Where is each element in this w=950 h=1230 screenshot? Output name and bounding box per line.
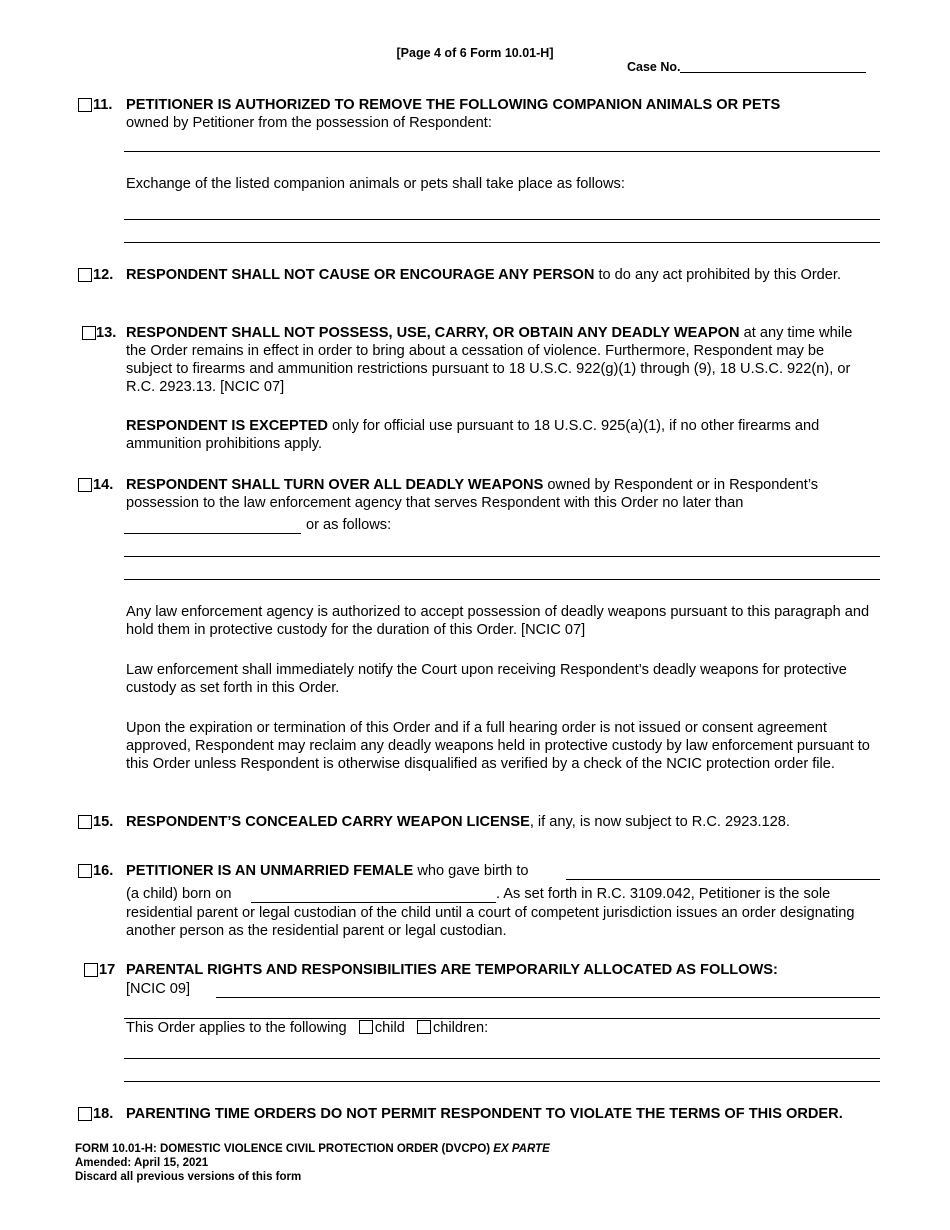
item-12-number: 12.: [93, 267, 114, 283]
case-no-label: Case No.: [627, 60, 681, 74]
item-13-number: 13.: [96, 325, 117, 341]
item-14-body: owned by Respondent or in Respondent’s possession to the law enforcement agency that serves Respondent with this Order no later than: [126, 477, 819, 511]
item-12-text: [126, 266, 874, 284]
item-11-checkbox[interactable]: [78, 98, 92, 112]
item-17-title: PARENTAL RIGHTS AND RESPONSIBILITIES ARE TEMPORARILY ALLOCATED AS FOLLOWS:: [126, 962, 778, 978]
item-14-or-as-follows: or as follows:: [306, 517, 392, 533]
item-17-number: 17: [99, 962, 116, 978]
item-13-excepted-body: only for official use pursuant to 18 U.S.C. 925(a)(1), if no other firearms and ammunition prohibitions apply.: [126, 418, 820, 452]
item-15-title: RESPONDENT’S CONCEALED CARRY WEAPON LICENSE: [126, 814, 530, 830]
item-18-title: PARENTING TIME ORDERS DO NOT PERMIT RESPONDENT TO VIOLATE THE TERMS OF THIS ORDER.: [126, 1106, 843, 1122]
item-11-number: 11.: [93, 97, 113, 113]
item-13-excepted-title: RESPONDENT IS EXCEPTED: [126, 418, 328, 434]
item-18-number: 18.: [93, 1106, 114, 1122]
item-16-title: PETITIONER IS AN UNMARRIED FEMALE: [126, 863, 414, 879]
item-17-child-label: child: [374, 1020, 405, 1036]
item-15-checkbox[interactable]: [78, 815, 92, 829]
footer-amended: Amended: April 15, 2021: [75, 1157, 209, 1169]
item-13-checkbox[interactable]: [82, 326, 96, 340]
item-16-rest: residential parent or legal custodian of the child until a court of competent jurisdiction issues an order designating another person as the residential parent or legal custodian.: [126, 905, 855, 939]
footer-form-title: [75, 1142, 550, 1156]
item-14-line-1[interactable]: [124, 556, 880, 557]
item-11-exchange-line-1[interactable]: [124, 219, 880, 220]
item-17-allocation-field[interactable]: [216, 997, 880, 998]
item-13-body: at any time while the Order remains in effect in order to bring about a cessation of violence. Furthermore, Respondent may be subject to firearms and ammunition restrictions pursuant to 18 U.S.C. 922(g)(1) through (9), 18 U.S.C. 922(n), or R.C. 2923.13. [NCIC 07]: [126, 325, 853, 395]
item-11-title: PETITIONER IS AUTHORIZED TO REMOVE THE FOLLOWING COMPANION ANIMALS OR PETS: [126, 97, 781, 113]
item-16-body: who gave birth to: [413, 863, 529, 879]
item-18-checkbox[interactable]: [78, 1107, 92, 1121]
item-16-birth-name-field[interactable]: [566, 879, 880, 880]
item-16-number: 16.: [93, 863, 114, 879]
item-14-para-3: Upon the expiration or termination of this Order and if a full hearing order is not issued or consent agreement approved, Respondent may reclaim any deadly weapons held in protective custody by law enforcement pursuant to this Order unless Respondent is otherwise disqualified as verified by a check of the NCIC protection order file.: [126, 720, 870, 772]
item-11-exchange-line-2[interactable]: [124, 242, 880, 243]
item-16-checkbox[interactable]: [78, 864, 92, 878]
item-15-text: [126, 813, 874, 831]
item-14-para-2: Law enforcement shall immediately notify the Court upon receiving Respondent’s deadly weapons for protective custody as set forth in this Order.: [126, 662, 847, 696]
item-11-exchange-text: Exchange of the listed companion animals or pets shall take place as follows:: [126, 176, 625, 192]
item-12-title: RESPONDENT SHALL NOT CAUSE OR ENCOURAGE ANY PERSON: [126, 267, 595, 283]
item-14-line-2[interactable]: [124, 579, 880, 580]
item-17-child-checkbox[interactable]: [359, 1020, 373, 1034]
footer-discard: Discard all previous versions of this form: [75, 1171, 302, 1183]
footer: [75, 1142, 550, 1184]
case-no-field[interactable]: [680, 72, 866, 73]
item-11-text: [126, 96, 874, 132]
item-14-para-1: Any law enforcement agency is authorized to accept possession of deadly weapons pursuant to this paragraph and hold them in protective custody for the duration of this Order. [NCIC 07]: [126, 604, 870, 638]
footer-form-title-italic: EX PARTE: [493, 1143, 550, 1155]
item-14-text: [126, 476, 874, 512]
item-16-born-on: (a child) born on: [126, 886, 232, 902]
item-17-line-2[interactable]: [124, 1058, 880, 1059]
item-14-title: RESPONDENT SHALL TURN OVER ALL DEADLY WEAPONS: [126, 477, 544, 493]
item-17-applies-label: This Order applies to the following: [126, 1020, 347, 1036]
item-11-body: owned by Petitioner from the possession of Respondent:: [126, 115, 492, 131]
item-13-title: RESPONDENT SHALL NOT POSSESS, USE, CARRY, OR OBTAIN ANY DEADLY WEAPON: [126, 325, 740, 341]
item-14-checkbox[interactable]: [78, 478, 92, 492]
item-16-rest-first: . As set forth in R.C. 3109.042, Petitioner is the sole: [496, 886, 831, 902]
item-12-body: to do any act prohibited by this Order.: [594, 267, 842, 283]
item-14-date-field[interactable]: [124, 533, 301, 534]
item-13-excepted: [126, 417, 874, 453]
page-label: [Page 4 of 6 Form 10.01-H]: [396, 46, 554, 60]
item-17-checkbox[interactable]: [84, 963, 98, 977]
footer-form-title-text: FORM 10.01-H: DOMESTIC VIOLENCE CIVIL PROTECTION ORDER (DVCPO): [75, 1143, 494, 1155]
item-15-body: , if any, is now subject to R.C. 2923.128.: [529, 814, 790, 830]
item-16-birth-date-field[interactable]: [251, 902, 496, 903]
item-14-number: 14.: [93, 477, 114, 493]
item-16-first-line: [126, 862, 529, 880]
item-11-pets-line[interactable]: [124, 151, 880, 152]
item-17-children-checkbox[interactable]: [417, 1020, 431, 1034]
item-17-children-label: children:: [433, 1020, 489, 1036]
item-17-ncic: [NCIC 09]: [126, 981, 191, 997]
item-12-checkbox[interactable]: [78, 268, 92, 282]
item-17-line-3[interactable]: [124, 1081, 880, 1082]
item-15-number: 15.: [93, 814, 114, 830]
item-17-applies: [126, 1019, 488, 1037]
item-13-text: [126, 324, 874, 396]
